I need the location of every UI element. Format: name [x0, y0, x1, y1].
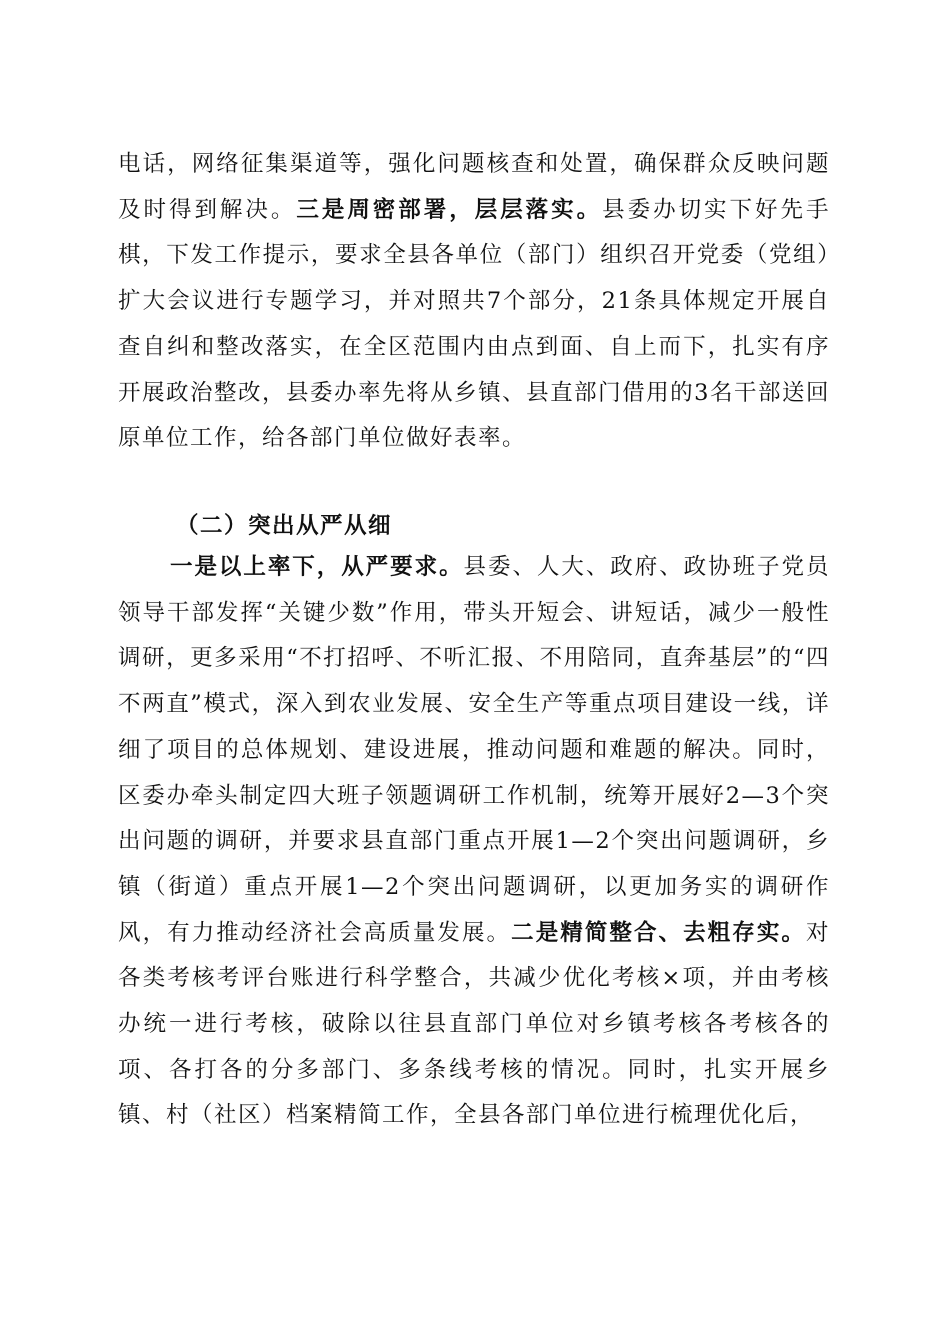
- bold-lead-sentence: 二是精简整合、去粗存实。: [511, 919, 806, 946]
- body-paragraph-1: [118, 142, 830, 462]
- body-paragraph-2: [118, 545, 830, 1139]
- bold-lead-sentence: 一是以上率下，从严要求。: [170, 554, 464, 580]
- section-heading: （二）突出从严从细: [176, 513, 393, 539]
- paragraph-text: 电话，网络征集渠道等，强化问题核查和处置，确保群众反映问题及时得到解决。: [118, 151, 830, 223]
- paragraph-text: 对各类考核考评台账进行科学整合，共减少优化考核×项，并由考核办统一进行考核，破除以往县直部门单位对乡镇考核各考核各的项、各打各的分多部门、多条线考核的情况。同时，扎实开展乡镇、村（社区）档案精简工作，全县各部门单位进行梳理优化后，: [118, 919, 830, 1129]
- bold-lead-sentence: 三是周密部署，层层落实。: [296, 196, 603, 223]
- paragraph-text: 县委、人大、政府、政协班子党员领导干部发挥“关键少数”作用，带头开短会、讲短话，减少一般性调研，更多采用“不打招呼、不听汇报、不用陪同，直奔基层”的“四不两直”模式，深入到农业发展、安全生产等重点项目建设一线，详细了项目的总体规划、建设进展，推动问题和难题的解决。同时，区委办牵头制定四大班子领题调研工作机制，统筹开展好2—3个突出问题的调研，并要求县直部门重点开展1—2个突出问题调研，乡镇（街道）重点开展1—2个突出问题调研，以更加务实的调研作风，有力推动经济社会高质量发展。: [118, 554, 830, 946]
- paragraph-text: 县委办切实下好先手棋，下发工作提示，要求全县各单位（部门）组织召开党委（党组）扩大会议进行专题学习，并对照共7个部分，21条具体规定开展自查自纠和整改落实，在全区范围内由点到面、自上而下，扎实有序开展政治整改，县委办率先将从乡镇、县直部门借用的3名干部送回原单位工作，给各部门单位做好表率。: [118, 196, 830, 452]
